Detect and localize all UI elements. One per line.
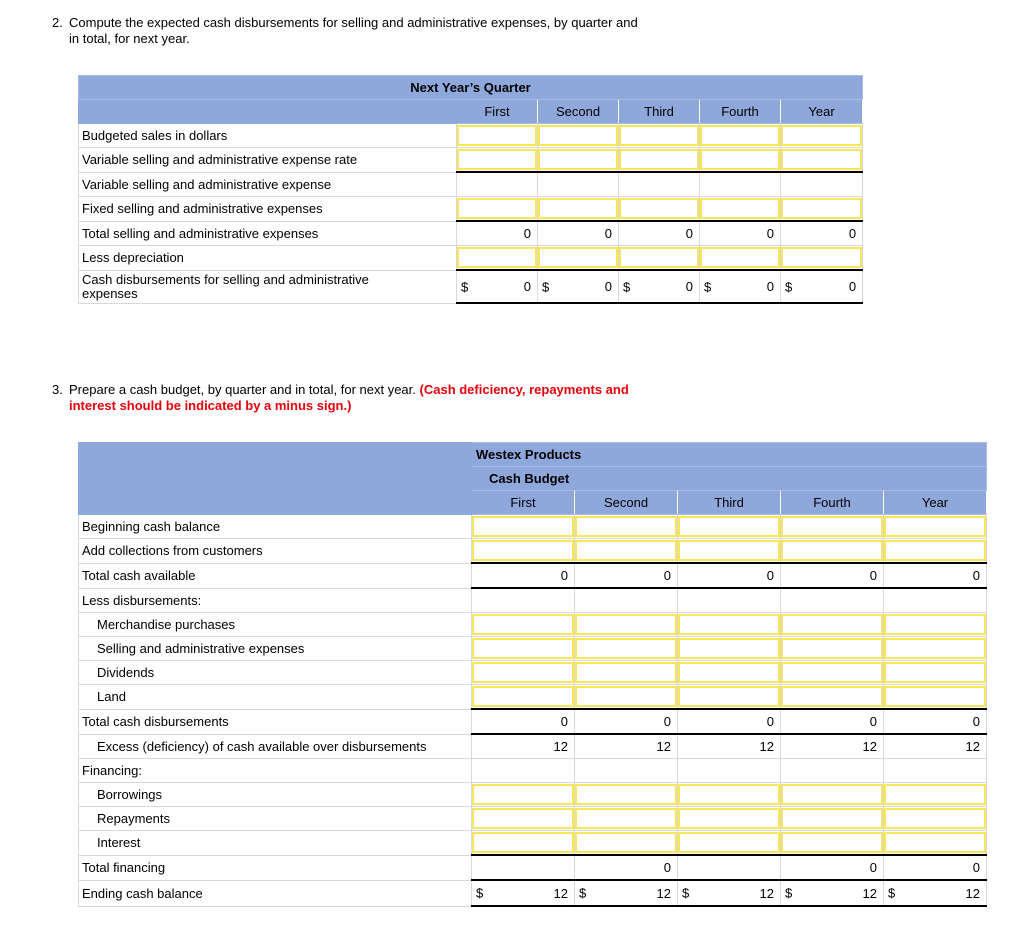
question-2-text xyxy=(69,15,638,47)
value-excess-first: 12 xyxy=(472,734,575,759)
value-ending-fourth xyxy=(781,880,884,906)
input-dividends-fourth[interactable] xyxy=(781,661,884,685)
input-borrowings-third[interactable] xyxy=(678,783,781,807)
table-row xyxy=(79,880,987,906)
cell-blank xyxy=(575,759,678,783)
input-dividends-second[interactable] xyxy=(575,661,678,685)
table-row xyxy=(79,124,863,148)
input-var-rate-third[interactable] xyxy=(619,148,700,173)
input-budgeted-sales-first[interactable] xyxy=(457,124,538,148)
input-var-rate-second[interactable] xyxy=(538,148,619,173)
cell-blank xyxy=(781,759,884,783)
input-depreciation-fourth[interactable] xyxy=(700,246,781,271)
input-land-third[interactable] xyxy=(678,685,781,710)
input-budgeted-sales-second[interactable] xyxy=(538,124,619,148)
value-excess-year: 12 xyxy=(884,734,987,759)
value-total-financing-year: 0 xyxy=(884,855,987,880)
input-beginning-fourth[interactable] xyxy=(781,515,884,539)
input-merchandise-third[interactable] xyxy=(678,613,781,637)
cell-var-expense-third xyxy=(619,172,700,197)
input-merchandise-fourth[interactable] xyxy=(781,613,884,637)
value-cash-disb-first-num: 0 xyxy=(523,279,531,294)
currency-sign: $ xyxy=(785,885,793,901)
currency-sign: $ xyxy=(579,885,587,901)
col-header-fourth: Fourth xyxy=(781,491,884,515)
input-depreciation-third[interactable] xyxy=(619,246,700,271)
currency-sign: $ xyxy=(682,885,690,901)
input-depreciation-second[interactable] xyxy=(538,246,619,271)
currency-sign: $ xyxy=(623,279,631,294)
table1-header-blank xyxy=(79,100,457,124)
input-repayments-fourth[interactable] xyxy=(781,807,884,831)
cell-blank xyxy=(884,759,987,783)
row-label-budgeted-sales: Budgeted sales in dollars xyxy=(79,124,457,148)
row-label-land: Land xyxy=(79,685,472,710)
cash-budget-table xyxy=(78,442,987,907)
currency-sign: $ xyxy=(542,279,550,294)
table1-title: Next Year’s Quarter xyxy=(79,76,863,100)
value-total-financing-second: 0 xyxy=(575,855,678,880)
input-collections-first[interactable] xyxy=(472,539,575,564)
input-sga-fourth[interactable] xyxy=(781,637,884,661)
table-row xyxy=(79,613,987,637)
value-total-financing-fourth: 0 xyxy=(781,855,884,880)
table-row xyxy=(79,855,987,880)
table-row xyxy=(79,709,987,734)
value-total-financing-first xyxy=(472,855,575,880)
input-depreciation-first[interactable] xyxy=(457,246,538,271)
table-row xyxy=(79,734,987,759)
value-ending-fourth-num: 12 xyxy=(862,885,877,901)
value-total-available-fourth: 0 xyxy=(781,563,884,588)
value-total-fourth: 0 xyxy=(700,221,781,246)
input-var-rate-year[interactable] xyxy=(781,148,863,173)
col-header-third: Third xyxy=(678,491,781,515)
cell-blank xyxy=(781,588,884,613)
row-label-fixed: Fixed selling and administrative expenses xyxy=(79,197,457,222)
currency-sign: $ xyxy=(461,279,469,294)
input-repayments-first[interactable] xyxy=(472,807,575,831)
row-label-cash-disb-line-1: Cash disbursements for selling and administrative xyxy=(82,271,369,287)
cell-blank xyxy=(472,759,575,783)
table-row xyxy=(79,661,987,685)
input-dividends-year[interactable] xyxy=(884,661,987,685)
row-label-cash-disb-line-2: expenses xyxy=(82,285,138,301)
input-collections-fourth[interactable] xyxy=(781,539,884,564)
question-2-number: 2. xyxy=(52,15,63,30)
value-total-available-year: 0 xyxy=(884,563,987,588)
value-total-available-second: 0 xyxy=(575,563,678,588)
value-total-disb-first: 0 xyxy=(472,709,575,734)
row-label-sga: Selling and administrative expenses xyxy=(79,637,472,661)
question-3 xyxy=(52,382,752,416)
currency-sign: $ xyxy=(476,885,484,901)
row-label-collections: Add collections from customers xyxy=(79,539,472,564)
question-3-text xyxy=(69,382,629,414)
input-fixed-third[interactable] xyxy=(619,197,700,222)
input-land-fourth[interactable] xyxy=(781,685,884,710)
row-label-total-available: Total cash available xyxy=(79,563,472,588)
question-3-number: 3. xyxy=(52,382,63,397)
table-row xyxy=(79,515,987,539)
value-total-available-third: 0 xyxy=(678,563,781,588)
question-2-line-1: Compute the expected cash disbursements for selling and administrative expenses, by quarter and xyxy=(69,15,638,30)
input-land-second[interactable] xyxy=(575,685,678,710)
row-label-total-disbursements: Total cash disbursements xyxy=(79,709,472,734)
value-ending-second-num: 12 xyxy=(656,885,671,901)
cell-var-expense-fourth xyxy=(700,172,781,197)
value-cash-disb-third xyxy=(619,270,700,303)
row-label-financing: Financing: xyxy=(79,759,472,783)
question-2-line-2: in total, for next year. xyxy=(69,31,190,46)
cell-var-expense-second xyxy=(538,172,619,197)
table-row xyxy=(79,588,987,613)
input-budgeted-sales-fourth[interactable] xyxy=(700,124,781,148)
table-row xyxy=(79,637,987,661)
input-land-first[interactable] xyxy=(472,685,575,710)
col-header-second: Second xyxy=(538,100,619,124)
question-3-note-1: (Cash deficiency, repayments and xyxy=(419,382,629,397)
input-budgeted-sales-year[interactable] xyxy=(781,124,863,148)
col-header-year: Year xyxy=(781,100,863,124)
value-total-disb-third: 0 xyxy=(678,709,781,734)
row-label-total-financing: Total financing xyxy=(79,855,472,880)
value-total-second: 0 xyxy=(538,221,619,246)
input-beginning-second[interactable] xyxy=(575,515,678,539)
row-label-borrowings: Borrowings xyxy=(79,783,472,807)
input-var-rate-fourth[interactable] xyxy=(700,148,781,173)
value-cash-disb-year-num: 0 xyxy=(848,279,857,294)
input-interest-first[interactable] xyxy=(472,831,575,856)
table-row xyxy=(79,270,863,303)
value-excess-third: 12 xyxy=(678,734,781,759)
value-ending-third-num: 12 xyxy=(759,885,774,901)
input-sga-first[interactable] xyxy=(472,637,575,661)
value-excess-fourth: 12 xyxy=(781,734,884,759)
question-3-note-2: interest should be indicated by a minus sign.) xyxy=(69,398,352,413)
value-ending-year xyxy=(884,880,987,906)
row-label-var-rate: Variable selling and administrative expense rate xyxy=(79,148,457,173)
value-total-disb-year: 0 xyxy=(884,709,987,734)
value-excess-second: 12 xyxy=(575,734,678,759)
selling-admin-table xyxy=(78,75,863,304)
col-header-year: Year xyxy=(884,491,987,515)
value-cash-disb-fourth xyxy=(700,270,781,303)
value-cash-disb-second-num: 0 xyxy=(604,279,612,294)
value-ending-first xyxy=(472,880,575,906)
col-header-third: Third xyxy=(619,100,700,124)
input-beginning-third[interactable] xyxy=(678,515,781,539)
col-header-second: Second xyxy=(575,491,678,515)
input-fixed-year[interactable] xyxy=(781,197,863,222)
cell-var-expense-year xyxy=(781,172,863,197)
row-label-beginning: Beginning cash balance xyxy=(79,515,472,539)
input-budgeted-sales-third[interactable] xyxy=(619,124,700,148)
cell-blank xyxy=(884,588,987,613)
value-cash-disb-third-num: 0 xyxy=(685,279,693,294)
input-repayments-second[interactable] xyxy=(575,807,678,831)
col-header-first: First xyxy=(457,100,538,124)
value-ending-first-num: 12 xyxy=(553,885,568,901)
currency-sign: $ xyxy=(888,885,896,901)
value-cash-disb-second xyxy=(538,270,619,303)
value-total-disb-fourth: 0 xyxy=(781,709,884,734)
table-row xyxy=(79,221,863,246)
currency-sign: $ xyxy=(785,279,793,294)
input-dividends-first[interactable] xyxy=(472,661,575,685)
table-row xyxy=(79,563,987,588)
table-row xyxy=(79,831,987,856)
value-ending-second xyxy=(575,880,678,906)
row-label-var-expense: Variable selling and administrative expense xyxy=(79,172,457,197)
input-merchandise-year[interactable] xyxy=(884,613,987,637)
row-label-repayments: Repayments xyxy=(79,807,472,831)
input-borrowings-fourth[interactable] xyxy=(781,783,884,807)
input-merchandise-second[interactable] xyxy=(575,613,678,637)
row-label-total: Total selling and administrative expenses xyxy=(79,221,457,246)
row-label-depreciation: Less depreciation xyxy=(79,246,457,271)
value-total-available-first: 0 xyxy=(472,563,575,588)
table-row xyxy=(79,172,863,197)
input-fixed-second[interactable] xyxy=(538,197,619,222)
input-repayments-year[interactable] xyxy=(884,807,987,831)
input-var-rate-first[interactable] xyxy=(457,148,538,173)
input-sga-third[interactable] xyxy=(678,637,781,661)
input-sga-year[interactable] xyxy=(884,637,987,661)
input-beginning-first[interactable] xyxy=(472,515,575,539)
table2-header-blank-2 xyxy=(79,467,472,491)
table-row xyxy=(79,197,863,222)
input-fixed-first[interactable] xyxy=(457,197,538,222)
value-ending-year-num: 12 xyxy=(965,885,981,901)
input-interest-second[interactable] xyxy=(575,831,678,856)
value-total-disb-second: 0 xyxy=(575,709,678,734)
input-borrowings-second[interactable] xyxy=(575,783,678,807)
col-header-first: First xyxy=(472,491,575,515)
cell-blank xyxy=(678,759,781,783)
input-fixed-fourth[interactable] xyxy=(700,197,781,222)
input-interest-fourth[interactable] xyxy=(781,831,884,856)
col-header-fourth: Fourth xyxy=(700,100,781,124)
value-cash-disb-fourth-num: 0 xyxy=(766,279,774,294)
cell-var-expense-first xyxy=(457,172,538,197)
question-3-line-1: Prepare a cash budget, by quarter and in total, for next year. xyxy=(69,382,416,397)
table-row xyxy=(79,539,987,564)
value-total-third: 0 xyxy=(619,221,700,246)
input-borrowings-first[interactable] xyxy=(472,783,575,807)
value-cash-disb-first xyxy=(457,270,538,303)
input-merchandise-first[interactable] xyxy=(472,613,575,637)
input-borrowings-year[interactable] xyxy=(884,783,987,807)
table-row xyxy=(79,685,987,710)
table-row xyxy=(79,759,987,783)
table-row xyxy=(79,783,987,807)
company-name: Westex Products xyxy=(472,443,987,467)
row-label-ending: Ending cash balance xyxy=(79,880,472,906)
row-label-interest: Interest xyxy=(79,831,472,856)
value-total-year: 0 xyxy=(781,221,863,246)
cell-blank xyxy=(472,588,575,613)
currency-sign: $ xyxy=(704,279,712,294)
input-sga-second[interactable] xyxy=(575,637,678,661)
row-label-cash-disbursements xyxy=(79,270,457,303)
row-label-less-disbursements: Less disbursements: xyxy=(79,588,472,613)
input-beginning-year[interactable] xyxy=(884,515,987,539)
cash-budget-title: Cash Budget xyxy=(472,467,987,491)
value-ending-third xyxy=(678,880,781,906)
cell-blank xyxy=(575,588,678,613)
input-dividends-third[interactable] xyxy=(678,661,781,685)
value-cash-disb-year xyxy=(781,270,863,303)
row-label-dividends: Dividends xyxy=(79,661,472,685)
input-collections-second[interactable] xyxy=(575,539,678,564)
input-collections-third[interactable] xyxy=(678,539,781,564)
table-row xyxy=(79,246,863,271)
value-total-financing-third xyxy=(678,855,781,880)
value-total-first: 0 xyxy=(457,221,538,246)
input-repayments-third[interactable] xyxy=(678,807,781,831)
table2-header-blank-1 xyxy=(79,443,472,467)
row-label-merchandise: Merchandise purchases xyxy=(79,613,472,637)
question-2 xyxy=(52,15,752,49)
input-interest-third[interactable] xyxy=(678,831,781,856)
row-label-excess: Excess (deficiency) of cash available over disbursements xyxy=(79,734,472,759)
cell-blank xyxy=(678,588,781,613)
table-row xyxy=(79,807,987,831)
input-depreciation-year[interactable] xyxy=(781,246,863,271)
input-collections-year[interactable] xyxy=(884,539,987,564)
input-interest-year[interactable] xyxy=(884,831,987,856)
table-row xyxy=(79,148,863,173)
table2-header-blank-3 xyxy=(79,491,472,515)
input-land-year[interactable] xyxy=(884,685,987,710)
